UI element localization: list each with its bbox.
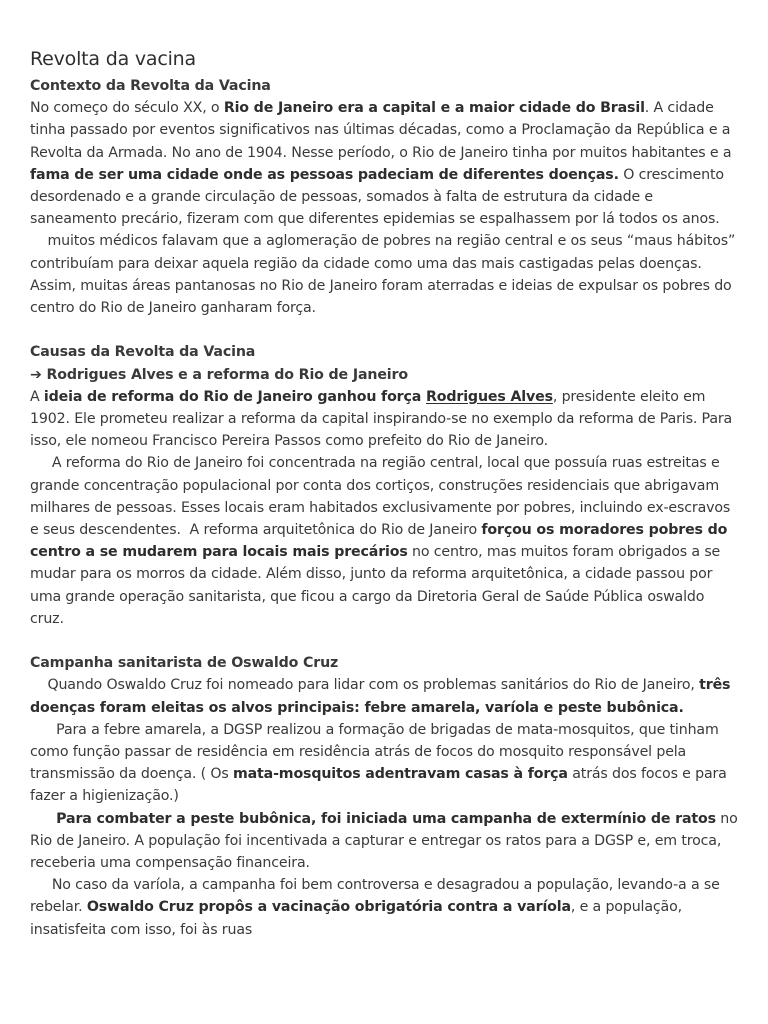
paragraph [30, 808, 742, 875]
bold-text: Para combater a peste bubônica, foi iniciada uma campanha de extermínio de ratos [56, 810, 716, 827]
text-run: muitos médicos falavam que a aglomeração de pobres na região central e os seus “maus hábitos” contribuíam para deixar aquela região da cidade como uma das mais castigadas pelas doenças. Assim, muitas áreas pantanosas no Rio de Janeiro foram aterradas e ideias de expulsar os pobres do centro do Rio de Janeiro ganharam força. [30, 233, 740, 317]
bold-text: mata-mosquitos adentravam casas à força [232, 766, 568, 783]
document-page [30, 46, 742, 941]
paragraph [30, 386, 742, 453]
section-heading-causas: Causas da Revolta da Vacina [30, 344, 256, 361]
paragraph [30, 452, 742, 630]
bold-text: forçou os moradores pobres do centro a se mudarem para locais mais precários [30, 522, 733, 561]
text-run: no centro, mas muitos foram obrigados a se mudar para os morros da cidade. Além disso, junto da reforma arquitetônica, a cidade passou por uma grande operação sanitarista, que ficou a cargo da Diretoria Geral de Saúde Pública oswaldo cruz. [30, 544, 725, 627]
text-run: no Rio de Janeiro. A população foi incentivada a capturar e entregar os ratos para a DGSP e, em troca, receberia uma compensação financeira. [30, 810, 743, 872]
text-run: , presidente eleito em 1902. Ele prometeu realizar a reforma da capital inspirando-se no exemplo da reforma de Paris. Para isso, ele nomeou Francisco Pereira Passos como prefeito do Rio de Janeiro. [30, 388, 733, 450]
bold-text: três doenças foram eleitas os alvos principais: febre amarela, varíola e peste bubônica. [30, 677, 736, 716]
paragraph [30, 230, 742, 319]
text-run: . A cidade tinha passado por eventos significativos nas últimas décadas, como a Proclamação da República e a Revolta da Armada. No ano de 1904. Nesse período, o Rio de Janeiro tinha por muitos habitantes e a [30, 100, 732, 161]
text-run: Para a febre amarela, a DGSP realizou a formação de brigadas de mata-mosquitos, que tinham como função passar de residência em residência atrás de focos do mosquito responsável pela transmissão da doença. ( Os [30, 721, 723, 783]
section-heading-contexto: Contexto da Revolta da Vacina [30, 78, 271, 94]
spacer [30, 630, 742, 652]
text-link[interactable]: Rodrigues Alves [426, 388, 553, 405]
spacer [30, 319, 742, 341]
text-run: No começo do século XX, o [30, 100, 224, 117]
bold-text: fama de ser uma cidade onde as pessoas padeciam de diferentes doenças. [30, 166, 619, 183]
section-heading-campanha: Campanha sanitarista de Oswaldo Cruz [30, 655, 339, 672]
bold-text: Rio de Janeiro era a capital e a maior cidade do Brasil [223, 100, 645, 117]
text-run: Quando Oswaldo Cruz foi nomeado para lidar com os problemas sanitários do Rio de Janeiro, [30, 677, 700, 694]
page-title: Revolta da vacina [30, 48, 196, 70]
paragraph [30, 674, 742, 718]
text-run: A [30, 388, 44, 405]
paragraph [30, 719, 742, 808]
text-run: , e a população, insatisfeita com isso, foi às ruas [30, 899, 687, 938]
bold-text: Oswaldo Cruz propôs a vacinação obrigatória contra a varíola [86, 899, 571, 916]
text-run: O crescimento desordenado e a grande circulação de pessoas, somados à falta de estrutura da cidade e saneamento precário, fizeram com que diferentes epidemias se espalhassem por lá todos os anos. [30, 166, 724, 228]
text-run: A reforma do Rio de Janeiro foi concentrada na região central, local que possuía ruas estreitas e grande concentração populacional por conta dos cortiços, construções residenciais que abrigavam milhares de pessoas. Esses locais eram habitados exclusivamente por pobres, incluindo ex-escravos e seus descendentes. A reforma arquitetônica do Rio de Janeiro [30, 455, 735, 539]
subheading-rodrigues-alves: ➔ Rodrigues Alves e a reforma do Rio de Janeiro [30, 366, 408, 383]
paragraph [30, 874, 742, 941]
text-run [30, 811, 56, 827]
paragraph [30, 97, 742, 230]
bold-text: ideia de reforma do Rio de Janeiro ganhou força [43, 388, 426, 405]
text-run: No caso da varíola, a campanha foi bem controversa e desagradou a população, levando-a a se rebelar. [30, 877, 725, 916]
text-run: atrás dos focos e para fazer a higienização.) [30, 766, 732, 805]
